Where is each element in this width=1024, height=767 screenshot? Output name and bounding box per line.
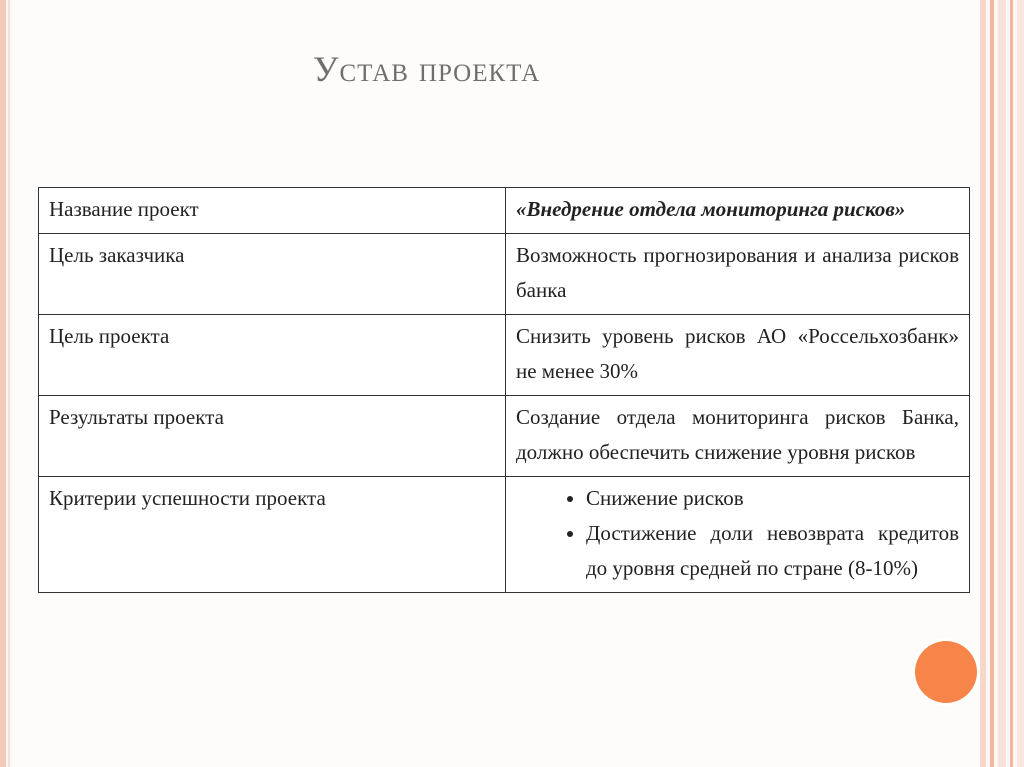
table-row [39, 477, 970, 593]
row-value [506, 477, 970, 593]
project-charter-table [38, 187, 970, 593]
list-item: • Достижение доли невозврата кредитов до уровня средней по стране (8-10%) [586, 516, 959, 586]
row-label: Критерии успешности проекта [39, 477, 506, 593]
table-row [39, 188, 970, 234]
row-value: «Внедрение отдела мониторинга рисков» [506, 188, 970, 234]
table-row [39, 396, 970, 477]
page-title: Устав проекта [313, 49, 541, 89]
row-label: Название проект [39, 188, 506, 234]
row-value: Снизить уровень рисков АО «Россельхозбанк» не менее 30% [506, 315, 970, 396]
row-value: Создание отдела мониторинга рисков Банка, должно обеспечить снижение уровня рисков [506, 396, 970, 477]
right-decorative-stripes [980, 0, 1024, 767]
table-row [39, 234, 970, 315]
row-value: Возможность прогнозирования и анализа рисков банка [506, 234, 970, 315]
row-label: Цель заказчика [39, 234, 506, 315]
criteria-list [516, 481, 959, 586]
decorative-orange-circle [915, 641, 977, 703]
row-label: Результаты проекта [39, 396, 506, 477]
table-row [39, 315, 970, 396]
left-frame-bar [0, 0, 6, 767]
left-frame-line [8, 0, 10, 767]
list-item: • Снижение рисков [586, 481, 959, 516]
row-label: Цель проекта [39, 315, 506, 396]
